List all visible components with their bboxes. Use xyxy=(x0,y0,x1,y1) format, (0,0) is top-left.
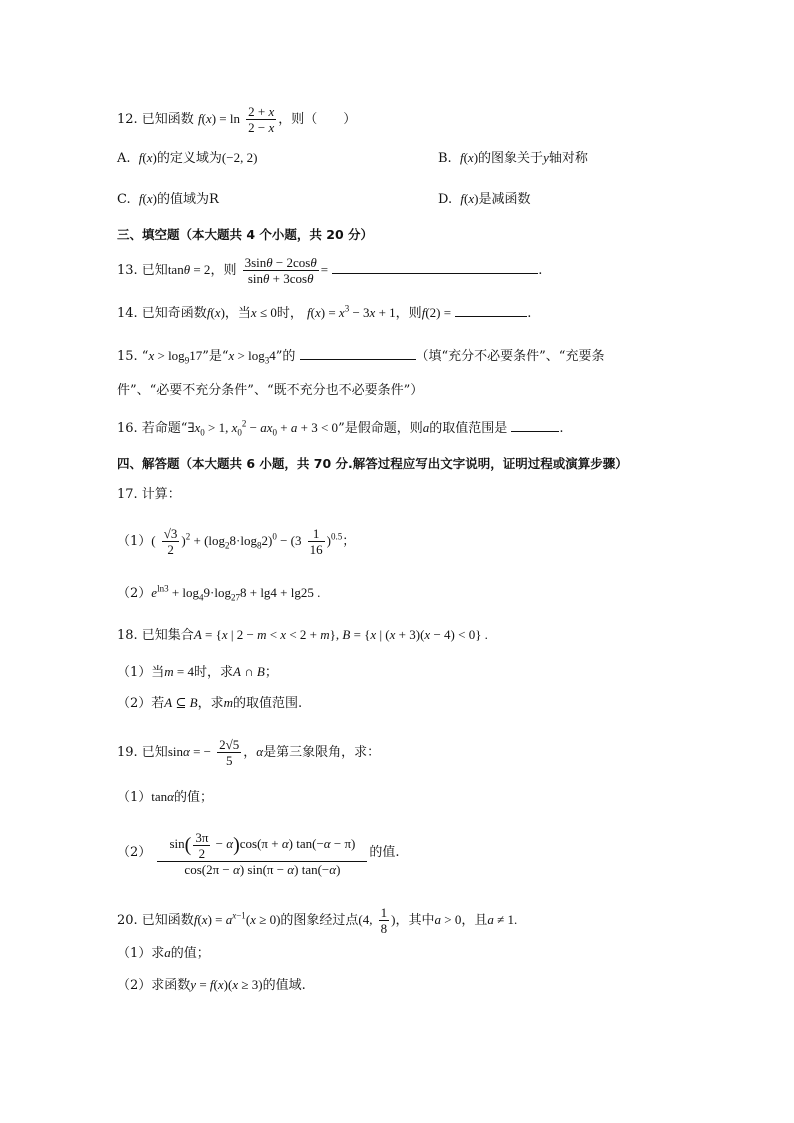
q15-answer-blank[interactable] xyxy=(300,347,416,360)
section-3-title: 三、填空题（本大题共 4 个小题，共 20 分） xyxy=(117,227,374,242)
q17-part-1: （1）( $\frac{√3}{2}$ )$^2 + (\log_28\cdot\log_82)^0 - (3$ $\frac{1}{16}$ )$^{0.5}$； xyxy=(117,526,356,557)
q19-stem: 19. 已知sinα = − $\frac{2√5}{5}$ ，α是第三象限角，求： xyxy=(117,737,381,768)
q13-answer-blank[interactable] xyxy=(332,261,538,274)
q13-stem: 13. 已知tanθ = 2，则 $\frac{3\sin\theta - 2\cos\theta}{\sin\theta + 3\cos\theta}$ = . xyxy=(117,255,543,286)
q17-stem: 17. 计算： xyxy=(117,487,181,502)
q14-stem: 14. 已知奇函数f(x)，当x ≤ 0时， $f(x) = x^3 - 3x + 1$，则f(2) = . xyxy=(117,303,532,321)
q18-stem: 18. 已知集合A = {x | 2 − m < x < 2 + m}, B = {x | (x + 3)(x − 4) < 0} . xyxy=(117,627,488,643)
q16-stem: 16. 若命题“$\exists x_0 > 1$, $x_0^2 - ax_0 + a + 3 < 0$”是假命题，则a的取值范围是 . xyxy=(117,418,564,438)
q12-option-d: D. f(x)是减函数 xyxy=(438,191,531,207)
q18-part-2: （2）若A ⊆ B，求m的取值范围. xyxy=(117,695,303,711)
q18-part-1: （1）当m = 4时，求A ∩ B； xyxy=(117,664,278,680)
q12-option-b: B. f(x)的图象关于y轴对称 xyxy=(438,150,588,166)
q12-option-a: A. f(x)的定义域为(−2, 2) xyxy=(117,150,258,166)
q12-function: f xyxy=(197,111,202,126)
q14-answer-blank[interactable] xyxy=(455,304,527,317)
q12-fraction: $\frac{2 + x}{2 - x}$ xyxy=(248,104,275,135)
q17-part-2: $(2)e^{ln3} + \log_49\cdot\log_{27}8 + \lg 4 + \lg 25$ . xyxy=(117,583,321,603)
q12-option-c: C. f(x)的值域为R xyxy=(117,191,219,207)
q19-fraction: sin( $\frac{3\pi}{2}$ − α)cos(π + α) tan(−α − π) cos(2π − α) sin(π − α) tan(−α) xyxy=(157,828,367,877)
q20-part-1: （1）求a的值； xyxy=(117,945,210,961)
q20-stem: 20. 已知函数$f(x) = a^{x-1}(x \ge 0)$的图象经过点(4, $\frac{1}{8}$ )，其中a > 0，且a ≠ 1. xyxy=(117,905,518,936)
q12-stem: 12. 已知函数 f(x) = ln $\frac{2 + x}{2 - x}$ ，则（ ） xyxy=(117,104,357,135)
q15-stem: 15. “$x > \log_917$”是“$x > \log_34$”的 （填“充分不必要条件”、“充要条 xyxy=(117,348,605,366)
section-4-title: 四、解答题（本大题共 6 小题，共 70 分.解答过程应写出文字说明，证明过程或演算步骤） xyxy=(117,456,628,471)
q16-answer-blank[interactable] xyxy=(511,419,559,432)
q19-part-2: （2） sin( $\frac{3\pi}{2}$ − α)cos(π + α) tan(−α − π) cos(2π − α) sin(π − α) tan(−α) 的值. xyxy=(117,829,400,878)
q15-stem-cont: 件”、“必要不充分条件”、“既不充分也不必要条件”） xyxy=(117,383,424,398)
q19-part-1: （1）tanα的值； xyxy=(117,789,214,805)
q20-part-2: （2）求函数y = f(x)(x ≥ 3)的值域. xyxy=(117,977,306,993)
q13-fraction: $\frac{3\sin\theta - 2\cos\theta}{\sin\theta + 3\cos\theta}$ xyxy=(244,255,317,286)
